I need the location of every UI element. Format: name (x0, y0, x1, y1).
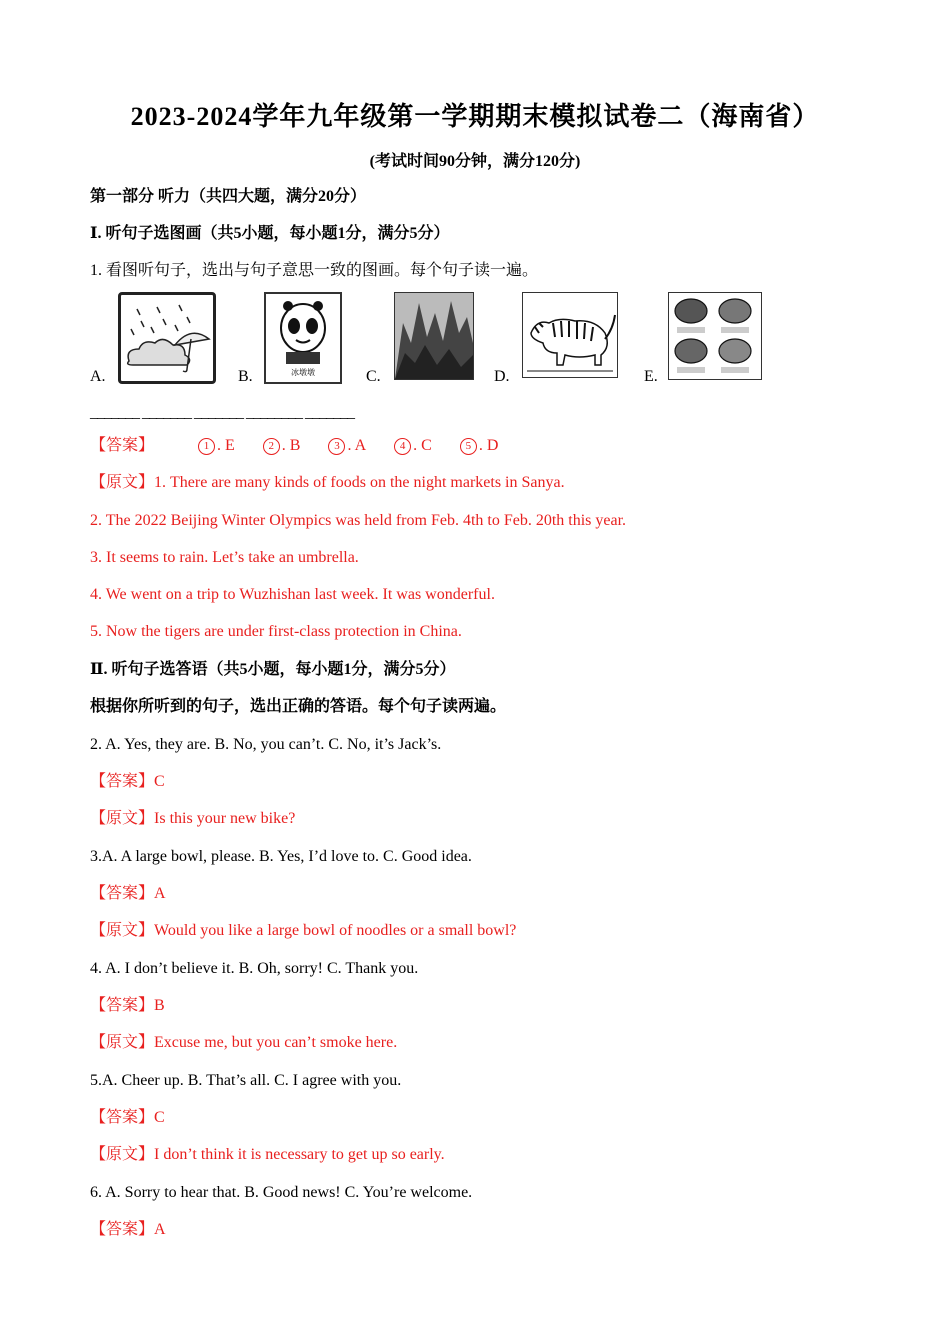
transcript-line: 4. We went on a trip to Wuzhishan last week. It was wonderful. (90, 586, 495, 603)
question-options: 3.A. A large bowl, please. B. Yes, I’d love to. C. Good idea. (90, 848, 472, 865)
transcript-text: Excuse me, but you can’t smoke here. (154, 1034, 398, 1051)
circled-number: 3 (328, 438, 345, 455)
answer-value: . B (281, 437, 301, 454)
answer-value: . A (347, 437, 367, 454)
picture-label: C. (366, 368, 381, 385)
answer-line (90, 883, 166, 905)
section1-answer-row (90, 435, 522, 457)
picture-options (90, 292, 870, 392)
answer-label: 【答案】 (90, 885, 155, 902)
transcript-line: 2. The 2022 Beijing Winter Olympics was held from Feb. 4th to Feb. 20th this year. (90, 512, 627, 529)
transcript-label: 【原文】 (90, 1034, 155, 1051)
transcript-label: 【原文】 (90, 810, 155, 827)
answer-value: . D (478, 437, 499, 454)
answer-line (90, 995, 165, 1017)
transcript-line (90, 808, 295, 830)
picture-label: A. (90, 368, 106, 385)
circled-number: 5 (460, 438, 477, 455)
picture-label: D. (494, 368, 510, 385)
rain-cloud-umbrella-icon (118, 292, 216, 384)
answer-value: C (154, 773, 165, 790)
section2-instruction: 根据你所听到的句子，选出正确的答语。每个句子读两遍。 (90, 698, 507, 715)
question-options: 6. A. Sorry to hear that. B. Good news! C. You’re welcome. (90, 1184, 473, 1201)
answer-label: 【答案】 (90, 437, 155, 454)
answer-line (90, 1107, 165, 1129)
section2-heading: Ⅱ. 听句子选答语（共5小题，每小题1分，满分5分） (90, 661, 456, 678)
transcript-text: Is this your new bike? (154, 810, 296, 827)
transcript-line (90, 1144, 445, 1166)
answer-blanks: _______ _______ _______ ________ _______ (90, 404, 354, 421)
part1-heading: 第一部分 听力（共四大题，满分20分） (90, 188, 367, 205)
question-options: 4. A. I don’t believe it. B. Oh, sorry! C. Thank you. (90, 960, 419, 977)
food-dishes-icon (668, 292, 762, 380)
picture-label: B. (238, 368, 253, 385)
tiger-icon (522, 292, 618, 378)
answer-label: 【答案】 (90, 1109, 155, 1126)
answer-value: A (154, 1221, 166, 1238)
transcript-text: I don’t think it is necessary to get up so early. (154, 1146, 445, 1163)
answer-label: 【答案】 (90, 1221, 155, 1238)
transcript-label: 【原文】 (90, 1146, 155, 1163)
question-options: 5.A. Cheer up. B. That’s all. C. I agree with you. (90, 1072, 402, 1089)
answer-item (460, 435, 499, 457)
circled-number: 2 (263, 438, 280, 455)
transcript-line: 3. It seems to rain. Let’s take an umbrella. (90, 549, 359, 566)
picture-label: E. (644, 368, 658, 385)
exam-time-note: (考试时间90分钟，满分120分) (369, 153, 581, 170)
transcript-line (90, 920, 516, 942)
answer-label: 【答案】 (90, 773, 155, 790)
transcript-label: 【原文】 (90, 922, 155, 939)
question-options: 2. A. Yes, they are. B. No, you can’t. C. No, it’s Jack’s. (90, 736, 442, 753)
mascot-caption: 冰墩墩 (291, 368, 315, 377)
transcript-text: 1. There are many kinds of foods on the night markets in Sanya. (154, 474, 565, 491)
circled-number: 1 (198, 438, 215, 455)
mountain-landscape-icon (394, 292, 474, 380)
transcript-text: Would you like a large bowl of noodles or a small bowl? (154, 922, 517, 939)
winter-olympics-mascot-icon (264, 292, 342, 384)
answer-value: A (154, 885, 166, 902)
answer-value: C (154, 1109, 165, 1126)
answer-line (90, 1219, 166, 1241)
section1-instruction: 1. 看图听句子，选出与句子意思一致的图画。每个句子读一遍。 (90, 262, 539, 279)
circled-number: 4 (394, 438, 411, 455)
transcript-line (90, 472, 565, 494)
answer-value: . E (217, 437, 235, 454)
answer-line (90, 771, 165, 793)
section1-heading: Ⅰ. 听句子选图画（共5小题，每小题1分，满分5分） (90, 225, 450, 242)
answer-item (328, 435, 366, 457)
answer-item (263, 435, 301, 457)
answer-value: . C (413, 437, 432, 454)
answer-label: 【答案】 (90, 997, 155, 1014)
answer-value: B (154, 997, 165, 1014)
transcript-line (90, 1032, 397, 1054)
page-title: 2023-2024学年九年级第一学期期末模拟试卷二（海南省） (130, 102, 820, 131)
answer-item (394, 435, 432, 457)
transcript-label: 【原文】 (90, 474, 155, 491)
transcript-line: 5. Now the tigers are under first-class protection in China. (90, 623, 462, 640)
answer-item (198, 435, 235, 457)
